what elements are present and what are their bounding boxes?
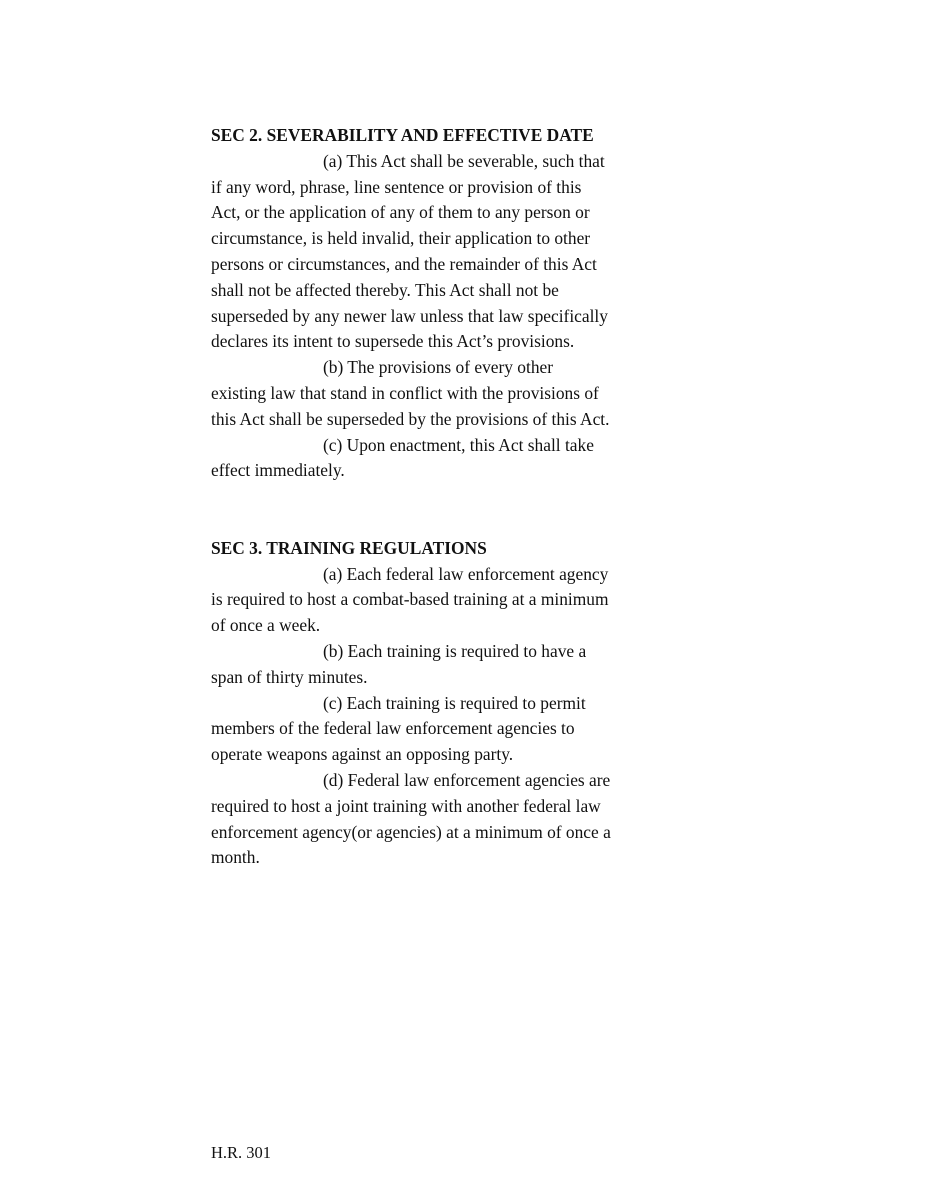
paragraph-c: (c) Each training is required to permit members of the federal law enforcement agencies to operate weapons against an opposing party.	[211, 692, 586, 765]
section-title: SEC 3. TRAINING REGULATIONS	[211, 537, 487, 558]
footer-bill-number: H.R. 301	[211, 1143, 272, 1162]
paragraph-b: (b) The provisions of every other existing law that stand in conflict with the provisions of this Act shall be superseded by the provisions of this Act.	[211, 357, 610, 429]
paragraph-a: (a) Each federal law enforcement agency is required to host a combat-based training at a minimum of once a week.	[211, 563, 609, 636]
text-column	[211, 123, 611, 871]
section-training-regulations	[211, 536, 611, 871]
paragraph-c: (c) Upon enactment, this Act shall take effect immediately.	[211, 434, 594, 481]
section-severability	[211, 123, 611, 484]
paragraph-d: (d) Federal law enforcement agencies are required to host a joint training with another federal law enforcement agency(or agencies) at a minimum of once a month.	[211, 769, 611, 868]
paragraph-b: (b) Each training is required to have a span of thirty minutes.	[211, 640, 587, 687]
section-title: SEC 2. SEVERABILITY AND EFFECTIVE DATE	[211, 125, 594, 145]
paragraph-a: (a) This Act shall be severable, such that if any word, phrase, line sentence or provision of this Act, or the application of any of them to any person or circumstance, is held invalid, their application to other persons or circumstances, and the remainder of this Act shall not be affected thereby. This Act shall not be superseded by any newer law unless that law specifically declares its intent to supersede this Act’s provisions.	[211, 150, 608, 352]
